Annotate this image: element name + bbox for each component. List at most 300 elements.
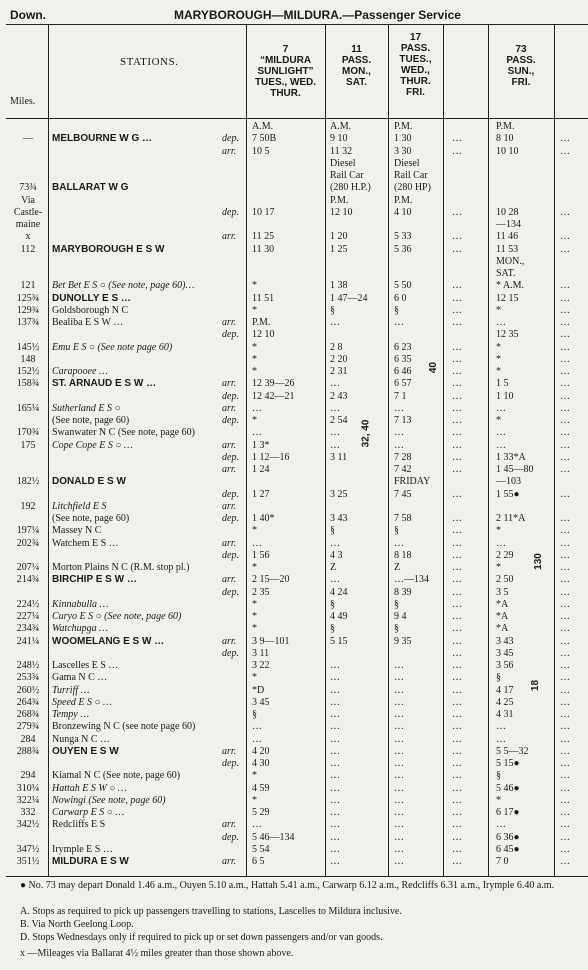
train-7-time: *: [252, 770, 257, 782]
train-17-time: 8 39: [394, 586, 412, 598]
station-cell: Redcliffs E S: [52, 819, 106, 831]
train-17-time: 7 1: [394, 390, 407, 402]
train-73-time: *: [496, 304, 501, 316]
train-7-time: 6 5: [252, 856, 265, 867]
timetable-row: [0, 403, 588, 414]
continuation-cell: …: [560, 329, 570, 341]
footnote: D. Stops Wednesdays only if required to pick up or set down passengers and/or van goods.: [20, 932, 383, 943]
train-11-time: …: [330, 843, 340, 855]
train-17-time: …: [394, 427, 404, 439]
miles-cell: 264¾: [16, 696, 40, 708]
train-73-time: 6 45●: [496, 843, 520, 855]
continuation-cell: …: [560, 745, 570, 757]
train-7-time: …: [252, 819, 262, 831]
train-17-time: …: [394, 709, 404, 720]
station-cell: DONALD E S W: [52, 476, 126, 488]
blank-column-cell: …: [452, 856, 462, 867]
train-11-time: …: [330, 684, 340, 696]
train-11-time: 9 10: [330, 133, 348, 145]
train-7-time: …: [252, 427, 262, 439]
blank-column-cell: …: [452, 721, 462, 733]
station-cell: (See note, page 60): [52, 415, 130, 426]
train-7-time: 3 11: [252, 647, 270, 659]
train-73-time: …: [496, 427, 506, 439]
continuation-cell: …: [560, 562, 570, 573]
train-17-time: P.M.: [394, 194, 413, 206]
station-cell: MARYBOROUGH E S W: [52, 243, 165, 255]
train-73-time: …: [496, 733, 506, 745]
continuation-cell: …: [560, 525, 570, 537]
station-cell: Bronzewing N C (see note page 60): [52, 721, 196, 733]
timetable-row: [0, 146, 588, 157]
train-11-time: …: [330, 782, 340, 794]
arr-dep-cell: arr.: [222, 537, 237, 549]
train-73-time: 5 5—32: [496, 745, 529, 757]
train-17-time: …: [394, 402, 404, 414]
footnote: x —Mileages via Ballarat 4½ miles greater than those shown above.: [20, 948, 294, 959]
station-cell: Speed E S ○ …: [52, 696, 112, 708]
timetable-row: [0, 489, 588, 500]
continuation-cell: …: [560, 843, 570, 855]
train-11-time: 1 25: [330, 243, 348, 255]
train-11-time: P.M.: [330, 194, 349, 206]
timetable-row: [0, 770, 588, 781]
train-73-time: 4 25: [496, 696, 514, 708]
train-7-time: A.M.: [252, 121, 274, 132]
train-73-time: SAT.: [496, 268, 516, 279]
train-11-time: …: [330, 427, 340, 439]
train-17-time: 6 23: [394, 341, 412, 353]
blank-column-cell: …: [452, 635, 462, 647]
train-7-time: *: [252, 525, 257, 537]
timetable-row: [0, 795, 588, 806]
train-73-time: —103: [496, 476, 521, 488]
blank-column-cell: …: [452, 672, 462, 684]
station-cell: Tempy …: [52, 709, 90, 720]
train-17-time: 5 33: [394, 231, 412, 243]
arr-dep-cell: arr.: [222, 231, 237, 243]
station-cell: Carwarp E S ○ …: [52, 807, 125, 818]
train-73-time: 12 15: [496, 292, 519, 304]
train-11-time: …: [330, 660, 340, 671]
station-cell: Kinnabulla …: [52, 598, 109, 610]
timetable-row: [0, 746, 588, 757]
timetable-row: [0, 378, 588, 389]
arr-dep-cell: arr.: [222, 574, 237, 586]
miles-cell: 279¾: [16, 721, 40, 733]
timetable-row: [0, 623, 588, 634]
train-73-time: …: [496, 439, 506, 451]
train-73-time: …: [496, 537, 506, 549]
train-11-time: …: [330, 439, 340, 451]
continuation-cell: …: [560, 598, 570, 610]
continuation-cell: …: [560, 770, 570, 782]
timetable-row: [0, 538, 588, 549]
continuation-cell: …: [560, 647, 570, 659]
miles-cell: 192: [20, 500, 36, 512]
blank-column-cell: …: [452, 745, 462, 757]
train-17-time: 7 58: [394, 513, 412, 524]
continuation-cell: …: [560, 623, 570, 635]
train-73-time: …: [496, 317, 506, 328]
train-11-time: …: [330, 819, 340, 831]
train-17-time: …: [394, 782, 404, 794]
page-title: MARYBOROUGH—MILDURA.—Passenger Service: [174, 8, 461, 22]
train-73-time: 3 56: [496, 660, 514, 671]
train-17-time: 6 0: [394, 292, 407, 304]
train-73-time: P.M.: [496, 121, 515, 132]
train-17-time: …: [394, 745, 404, 757]
miles-cell: 112: [20, 243, 36, 255]
train-17-time: …: [394, 807, 404, 818]
timetable-row: [0, 195, 588, 206]
miles-cell: 260½: [16, 684, 40, 696]
continuation-cell: …: [560, 856, 570, 867]
train-7-time: 10 5: [252, 145, 270, 157]
train-7-time: *: [252, 672, 257, 684]
train-17-time: …: [394, 672, 404, 684]
timetable-row: [0, 366, 588, 377]
miles-cell: 214¾: [16, 574, 40, 586]
train-7-time: *: [252, 623, 257, 635]
train-17-time: 9 4: [394, 611, 407, 622]
train-73-time: §: [496, 672, 501, 684]
timetable-row: [0, 513, 588, 524]
continuation-cell: …: [560, 427, 570, 439]
timetable-row: [0, 709, 588, 720]
station-cell: Kiamal N C (See note, page 60): [52, 770, 181, 782]
train-17-time: …: [394, 856, 404, 867]
arr-dep-cell: dep.: [222, 133, 239, 145]
train-11-time: Rail Car: [330, 170, 364, 181]
train-73-time: *: [496, 353, 501, 365]
blank-column-cell: …: [452, 304, 462, 316]
train-73-time: …: [496, 721, 506, 733]
train-7-time: 3 45: [252, 696, 270, 708]
blank-column-cell: …: [452, 831, 462, 843]
footnote: B. Via North Geelong Loop.: [20, 919, 134, 930]
blank-column-cell: …: [452, 231, 462, 243]
timetable-row: [0, 636, 588, 647]
connection-mark: 18: [530, 679, 542, 692]
blank-column-cell: …: [452, 292, 462, 304]
blank-column-cell: …: [452, 782, 462, 794]
miles-cell: 182½: [16, 476, 40, 488]
train-11-time: …: [330, 758, 340, 769]
timetable-row: [0, 758, 588, 769]
continuation-cell: …: [560, 635, 570, 647]
continuation-cell: …: [560, 819, 570, 831]
train-11-time: …: [330, 745, 340, 757]
stations-header: STATIONS.: [120, 56, 179, 68]
continuation-cell: …: [560, 513, 570, 524]
train-73-time: *A: [496, 598, 509, 610]
miles-cell: 158¾: [16, 378, 40, 390]
blank-column-cell: …: [452, 574, 462, 586]
continuation-cell: …: [560, 758, 570, 769]
arr-dep-cell: arr.: [222, 500, 237, 512]
train-17-time: …: [394, 696, 404, 708]
train-11-time: 3 25: [330, 488, 348, 500]
train-17-time: §: [394, 525, 399, 537]
station-cell: Irymple E S …: [52, 843, 113, 855]
station-cell: Morton Plains N C (R.M. stop pl.): [52, 562, 190, 573]
train-7-time: 11 25: [252, 231, 275, 243]
timetable-row: [0, 587, 588, 598]
timetable-row: [0, 415, 588, 426]
continuation-cell: …: [560, 709, 570, 720]
train-7-time: *: [252, 562, 257, 573]
arr-dep-cell: arr.: [222, 464, 237, 475]
timetable-row: [0, 452, 588, 463]
miles-cell: 351½: [16, 856, 40, 867]
miles-cell: 170¾: [16, 427, 40, 439]
train-73-time: 5 15●: [496, 758, 520, 769]
continuation-cell: …: [560, 402, 570, 414]
arr-dep-cell: arr.: [222, 635, 237, 647]
timetable-row: [0, 329, 588, 340]
timetable-row: [0, 207, 588, 218]
station-cell: (See note, page 60): [52, 513, 130, 524]
train-7-time: 1 24: [252, 464, 270, 475]
train-11-time: §: [330, 598, 335, 610]
timetable-row: [0, 660, 588, 671]
timetable-row: [0, 819, 588, 830]
miles-cell: 248½: [16, 660, 40, 671]
blank-column-cell: …: [452, 366, 462, 377]
train-7-time: 5 29: [252, 807, 270, 818]
train-17-time: 7 13: [394, 415, 412, 426]
timetable-row: [0, 844, 588, 855]
continuation-cell: …: [560, 304, 570, 316]
train-11-time: 2 31: [330, 366, 348, 377]
timetable-row: [0, 648, 588, 659]
train-73-time: …: [496, 819, 506, 831]
train-7-time: 1 56: [252, 549, 270, 561]
arr-dep-cell: dep.: [222, 415, 239, 426]
arr-dep-cell: arr.: [222, 856, 237, 867]
continuation-cell: …: [560, 721, 570, 733]
train-7-time: 4 20: [252, 745, 270, 757]
train-7-time: 1 3*: [252, 439, 270, 451]
timetable-row: [0, 574, 588, 585]
train-73-time: —134: [496, 219, 521, 230]
continuation-cell: …: [560, 390, 570, 402]
train-17-time: 5 36: [394, 243, 412, 255]
train-11-time: …: [330, 574, 340, 586]
continuation-cell: …: [560, 353, 570, 365]
train-7-time: 5 46—134: [252, 831, 295, 843]
rule-top: [6, 24, 588, 25]
blank-column-cell: …: [452, 598, 462, 610]
train-17-time: …: [394, 733, 404, 745]
train-7-time: 2 35: [252, 586, 270, 598]
miles-cell: 137¾: [16, 317, 40, 328]
train-7-time: 12 10: [252, 329, 275, 341]
train-7-time: *: [252, 366, 257, 377]
train-17-time: 7 42: [394, 464, 412, 475]
timetable-row: [0, 734, 588, 745]
station-cell: Litchfield E S: [52, 500, 107, 512]
train-73-time: 11 46: [496, 231, 519, 243]
station-cell: Curyo E S ○ (See note, page 60): [52, 611, 182, 622]
miles-cell: 73¾: [19, 182, 37, 194]
train-7-time: 1 40*: [252, 513, 275, 524]
train-11-time: 2 43: [330, 390, 348, 402]
timetable-row: [0, 685, 588, 696]
train-17-time: 7 45: [394, 488, 412, 500]
train-7-time: 7 50B: [252, 133, 277, 145]
continuation-cell: …: [560, 672, 570, 684]
train-7-time: …: [252, 402, 262, 414]
station-cell: Turriff …: [52, 684, 90, 696]
blank-column-cell: …: [452, 843, 462, 855]
train-7-time: *: [252, 341, 257, 353]
train-7-time: 5 54: [252, 843, 270, 855]
timetable-row: [0, 256, 588, 267]
timetable-row: [0, 354, 588, 365]
continuation-cell: …: [560, 807, 570, 818]
train-73-time: *: [496, 366, 501, 377]
train-73-time: 3 43: [496, 635, 514, 647]
train-17-header: 17 PASS. TUES., WED., THUR. FRI.: [399, 32, 432, 98]
miles-cell: 121: [20, 280, 36, 292]
miles-cell: 268¾: [16, 709, 40, 720]
blank-column-cell: …: [452, 660, 462, 671]
train-73-time: *A: [496, 611, 509, 622]
train-11-time: …: [330, 672, 340, 684]
timetable-row: [0, 476, 588, 487]
train-73-time: 4 31: [496, 709, 514, 720]
train-73-time: 2 50: [496, 574, 514, 586]
timetable-row: [0, 158, 588, 169]
train-11-time: …: [330, 709, 340, 720]
blank-column-cell: …: [452, 145, 462, 157]
train-17-time: …: [394, 684, 404, 696]
train-73-time: 11 53: [496, 243, 519, 255]
station-cell: Cope Cope E S ○ …: [52, 439, 133, 451]
station-cell: BALLARAT W G: [52, 182, 129, 194]
timetable-row: [0, 672, 588, 683]
arr-dep-cell: dep.: [222, 758, 239, 769]
train-17-time: …: [394, 439, 404, 451]
station-cell: MILDURA E S W: [52, 856, 129, 867]
train-7-time: 4 30: [252, 758, 270, 769]
train-17-time: 1 30: [394, 133, 412, 145]
miles-cell: 294: [20, 770, 36, 782]
station-cell: ST. ARNAUD E S W …: [52, 378, 157, 390]
continuation-cell: …: [560, 660, 570, 671]
continuation-cell: …: [560, 696, 570, 708]
train-73-time: …: [496, 402, 506, 414]
continuation-cell: …: [560, 415, 570, 426]
train-11-time: …: [330, 807, 340, 818]
footnote: ● No. 73 may depart Donald 1.46 a.m., Ouyen 5.10 a.m., Hattah 5.41 a.m., Carwarp 6.12 a.m., Redcliffs 6.31 a.m., Irymple 6.40 a.m.: [20, 880, 555, 891]
train-17-time: 6 46: [394, 366, 412, 377]
timetable-row: [0, 525, 588, 536]
train-11-time: 4 49: [330, 611, 348, 622]
train-11-time: 1 20: [330, 231, 348, 243]
continuation-cell: …: [560, 206, 570, 218]
timetable-row: [0, 268, 588, 279]
continuation-cell: …: [560, 574, 570, 586]
station-cell: BIRCHIP E S W …: [52, 574, 137, 586]
train-73-time: 3 5: [496, 586, 509, 598]
rule-header-bottom: [6, 118, 588, 119]
blank-column-cell: …: [452, 562, 462, 573]
train-17-time: P.M.: [394, 121, 413, 132]
train-11-time: …: [330, 856, 340, 867]
train-73-time: 1 55●: [496, 488, 520, 500]
miles-cell: 241¼: [16, 635, 40, 647]
station-cell: Swanwater N C (See note, page 60): [52, 427, 196, 439]
timetable-row: [0, 697, 588, 708]
station-cell: Lascelles E S …: [52, 660, 119, 671]
train-17-time: 8 18: [394, 549, 412, 561]
train-11-time: 12 10: [330, 206, 353, 218]
train-17-time: 7 28: [394, 451, 412, 463]
timetable-row: [0, 550, 588, 561]
train-17-time: …: [394, 758, 404, 769]
train-17-time: Z: [394, 562, 401, 573]
miles-cell: 227¼: [16, 611, 40, 622]
blank-column-cell: …: [452, 513, 462, 524]
train-7-time: *: [252, 794, 257, 806]
train-73-time: 2 11*A: [496, 513, 526, 524]
train-17-time: …: [394, 770, 404, 782]
train-17-time: Rail Car: [394, 170, 428, 181]
arr-dep-cell: arr.: [222, 317, 237, 328]
arr-dep-cell: arr.: [222, 439, 237, 451]
train-11-time: 4 24: [330, 586, 348, 598]
train-73-time: 7 0: [496, 856, 509, 867]
train-11-time: …: [330, 721, 340, 733]
station-cell: Watchem E S …: [52, 537, 119, 549]
train-7-time: 3 22: [252, 660, 270, 671]
blank-column-cell: …: [452, 696, 462, 708]
timetable-row: [0, 244, 588, 255]
train-11-time: …: [330, 317, 340, 328]
blank-column-cell: …: [452, 451, 462, 463]
train-11-time: §: [330, 623, 335, 635]
continuation-cell: …: [560, 317, 570, 328]
train-11-time: 1 47—24: [330, 292, 368, 304]
arr-dep-cell: dep.: [222, 390, 239, 402]
station-cell: Nunga N C …: [52, 733, 111, 745]
miles-cell: x: [25, 231, 31, 243]
timetable-row: [0, 121, 588, 132]
miles-cell: 284: [20, 733, 36, 745]
continuation-cell: …: [560, 611, 570, 622]
miles-cell: 152½: [16, 366, 40, 377]
train-17-time: …—134: [394, 574, 429, 586]
timetable-row: [0, 219, 588, 230]
timetable-row: [0, 391, 588, 402]
timetable-row: [0, 856, 588, 867]
train-17-time: …: [394, 721, 404, 733]
train-73-time: 10 28: [496, 206, 519, 218]
train-7-time: *D: [252, 684, 265, 696]
train-17-time: …: [394, 794, 404, 806]
continuation-cell: …: [560, 451, 570, 463]
blank-column-cell: …: [452, 439, 462, 451]
station-cell: MELBOURNE W G …: [52, 133, 152, 145]
station-cell: Watchupga …: [52, 623, 109, 635]
train-7-time: *: [252, 415, 257, 426]
timetable-row: [0, 182, 588, 193]
train-17-time: …: [394, 537, 404, 549]
train-73-time: 10 10: [496, 145, 519, 157]
